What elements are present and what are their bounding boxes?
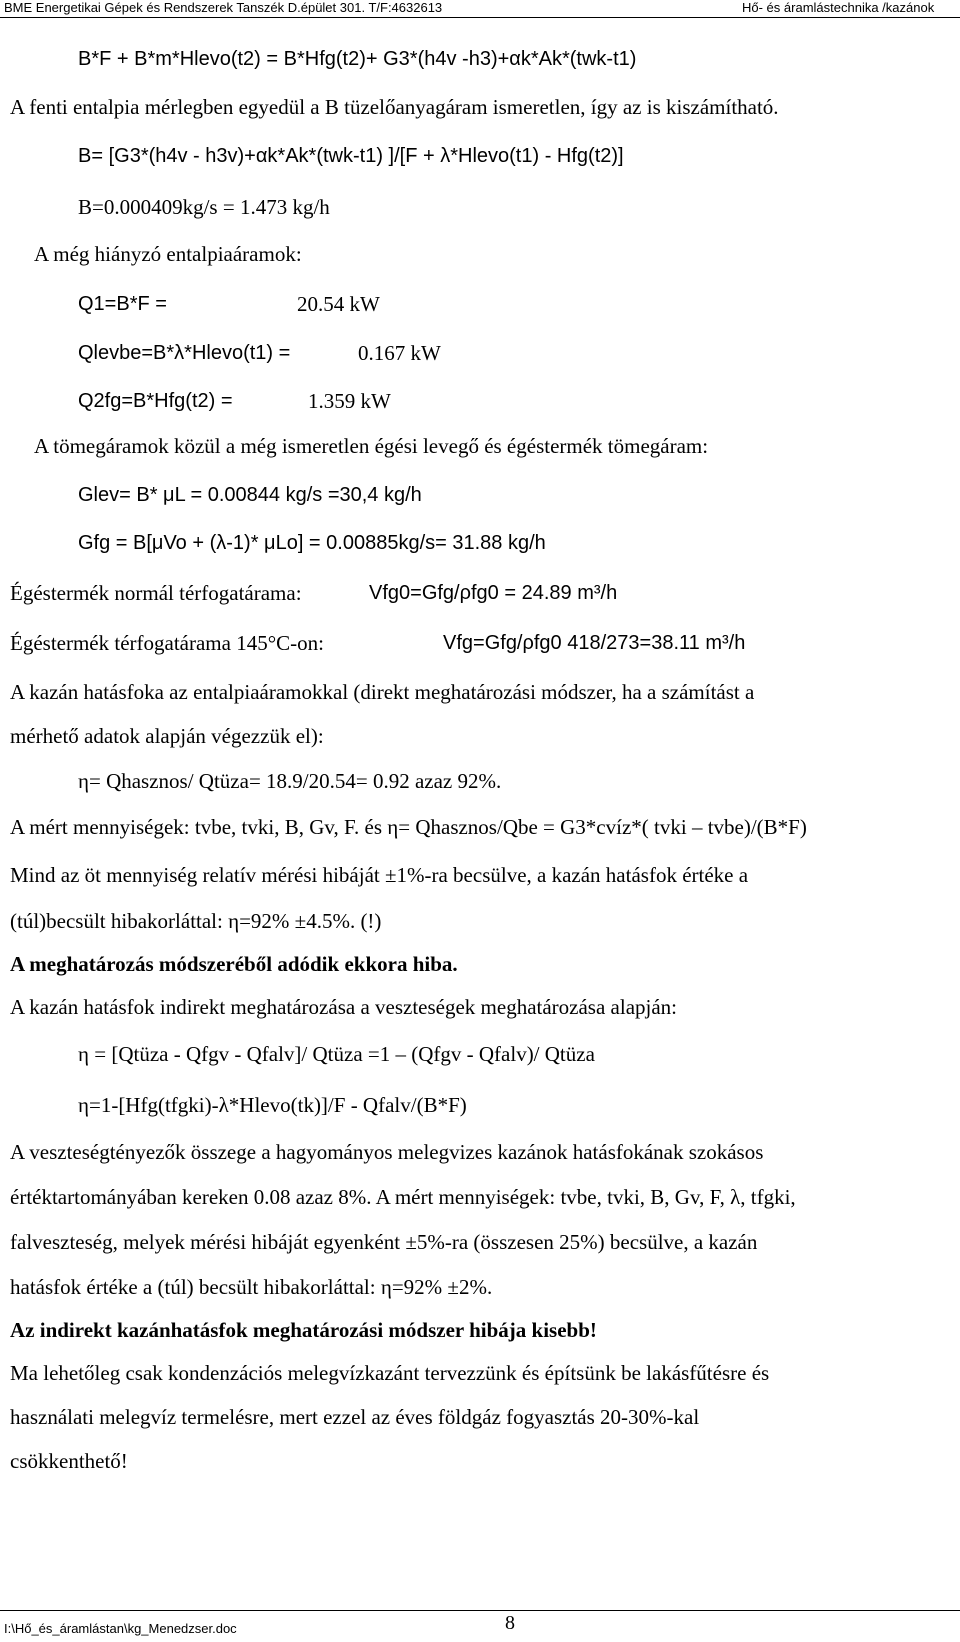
- label-normal-volume-flow: Égéstermék normál térfogatárama:: [10, 581, 302, 605]
- paragraph-text: (túl)becsült hibakorláttal: η=92% ±4.5%. (!): [10, 909, 382, 933]
- value-q1: 20.54 kW: [297, 292, 380, 316]
- paragraph-text: A kazán hatásfok indirekt meghatározása a veszteségek meghatározása alapján:: [10, 995, 678, 1019]
- equation-indirect: η = [Qtüza - Qfgv - Qfalv]/ Qtüza =1 – (Qfgv - Qfalv)/ Qtüza: [78, 1042, 595, 1066]
- equation-vfg: Vfg=Gfg/ρfg0 418/273=38.11 m³/h: [443, 632, 746, 654]
- value-qlevbe: 0.167 kW: [358, 341, 441, 365]
- footer-file-path: I:\Hő_és_áramlástan\kg_Menedzser.doc: [4, 1621, 237, 1636]
- header-left-text: BME Energetikai Gépek és Rendszerek Tanszék D.épület 301. T/F:4632613: [4, 0, 443, 15]
- equation-q1: Q1=B*F =: [78, 293, 167, 315]
- paragraph-text: használati melegvíz termelésre, mert ezzel az éves földgáz fogyasztás 20-30%-kal: [10, 1405, 700, 1429]
- header-right-text: Hő- és áramlástechnika /kazánok: [742, 0, 935, 15]
- paragraph-text: Ma lehetőleg csak kondenzációs melegvízkazánt tervezzünk és építsünk be lakásfűtésre és: [10, 1361, 770, 1385]
- equation-qlevbe: Qlevbe=B*λ*Hlevo(t1) =: [78, 342, 291, 364]
- equation-vfg0: Vfg0=Gfg/ρfg0 = 24.89 m³/h: [369, 582, 618, 604]
- paragraph-text: A tömegáramok közül a még ismeretlen égési levegő és égéstermék tömegáram:: [34, 434, 709, 458]
- bold-statement: A meghatározás módszeréből adódik ekkora hiba.: [10, 952, 458, 976]
- equation-glev: Glev= B* μL = 0.00844 kg/s =30,4 kg/h: [78, 484, 422, 506]
- paragraph-text: A veszteségtényezők összege a hagyományos melegvizes kazánok hatásfokának szokásos: [10, 1140, 764, 1164]
- paragraph-text: értéktartományában kereken 0.08 azaz 8%. A mért mennyiségek: tvbe, tvki, B, Gv, F, λ, tfgki,: [10, 1185, 796, 1209]
- section-label: A még hiányzó entalpiaáramok:: [34, 242, 302, 266]
- paragraph-text: A kazán hatásfoka az entalpiaáramokkal (direkt meghatározási módszer, ha a számítást a: [10, 680, 755, 704]
- page-number: 8: [505, 1612, 515, 1634]
- equation-efficiency: η= Qhasznos/ Qtüza= 18.9/20.54= 0.92 azaz 92%.: [78, 769, 502, 793]
- equation-q2fg: Q2fg=B*Hfg(t2) =: [78, 390, 233, 412]
- result-b: B=0.000409kg/s = 1.473 kg/h: [78, 195, 330, 219]
- label-volume-flow-145c: Égéstermék térfogatárama 145°C-on:: [10, 631, 324, 655]
- paragraph-text: hatásfok értéke a (túl) becsült hibakorláttal: η=92% ±2%.: [10, 1275, 493, 1299]
- page-header: [0, 0, 960, 18]
- equation-b: B= [G3*(h4v - h3v)+αk*Ak*(twk-t1) ]/[F + λ*Hlevo(t1) - Hfg(t2)]: [78, 145, 624, 167]
- footer-rule: [0, 1610, 960, 1611]
- paragraph-text: mérhető adatok alapján végezzük el):: [10, 724, 324, 748]
- paragraph-text: falveszteség, melyek mérési hibáját egyenként ±5%-ra (összesen 25%) becsülve, a kazán: [10, 1230, 758, 1254]
- paragraph-text: csökkenthető!: [10, 1449, 128, 1473]
- equation-energy-balance: B*F + B*m*Hlevo(t2) = B*Hfg(t2)+ G3*(h4v -h3)+αk*Ak*(twk-t1): [78, 48, 637, 70]
- value-q2fg: 1.359 kW: [308, 389, 391, 413]
- paragraph-text: A fenti entalpia mérlegben egyedül a B tüzelőanyagáram ismeretlen, így az is kiszámítható.: [10, 95, 779, 119]
- bold-statement: Az indirekt kazánhatásfok meghatározási módszer hibája kisebb!: [10, 1318, 597, 1342]
- equation-indirect-2: η=1-[Hfg(tfgki)-λ*Hlevo(tk)]/F - Qfalv/(B*F): [78, 1093, 467, 1117]
- paragraph-text: A mért mennyiségek: tvbe, tvki, B, Gv, F. és η= Qhasznos/Qbe = G3*cvíz*( tvki – tvbe)/(B*F): [10, 815, 807, 839]
- equation-gfg: Gfg = B[μVo + (λ-1)* μLo] = 0.00885kg/s= 31.88 kg/h: [78, 532, 546, 554]
- paragraph-text: Mind az öt mennyiség relatív mérési hibáját ±1%-ra becsülve, a kazán hatásfok értéke a: [10, 863, 749, 887]
